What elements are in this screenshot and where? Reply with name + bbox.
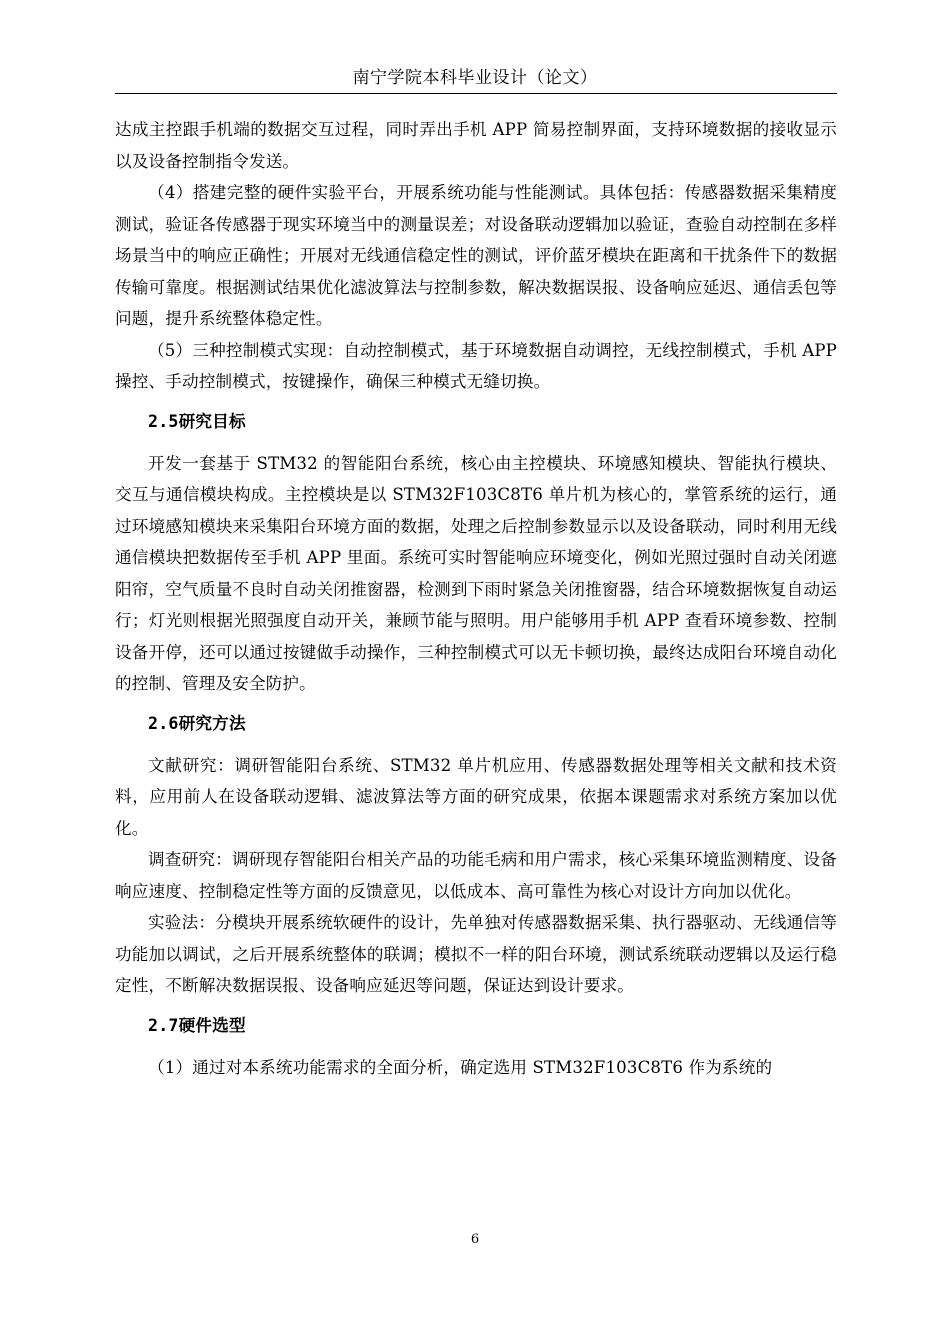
paragraph-continued: 达成主控跟手机端的数据交互过程，同时弄出手机 APP 简易控制界面，支持环境数据的接收显示以及设备控制指令发送。 [115, 120, 837, 171]
paragraph-experiment-method: 实验法：分模块开展系统软硬件的设计，先单独对传感器数据采集、执行器驱动、无线通信等功能加以调试，之后开展系统整体的联调；模拟不一样的阳台环境，测试系统联动逻辑以及运行稳定性，不断解决数据误报、设备响应延迟等问题，保证达到设计要求。 [115, 913, 837, 995]
paragraph-research-goal: 开发一套基于 STM32 的智能阳台系统，核心由主控模块、环境感知模块、智能执行模块、交互与通信模块构成。主控模块是以 STM32F103C8T6 单片机为核心的，掌管系统的运行，通过环境感知模块来采集阳台环境方面的数据，处理之后控制参数显示以及设备联动，同时利用无线通信模块把数据传至手机 APP 里面。系统可实时智能响应环境变化，例如光照过强时自动关闭遮阳帘，空气质量不良时自动关闭推窗器，检测到下雨时紧急关闭推窗器，结合环境数据恢复自动运行；灯光则根据光照强度自动开关，兼顾节能与照明。用户能够用手机 APP 查看环境参数、控制设备开停，还可以通过按键做手动操作，三种控制模式可以无卡顿切换，最终达成阳台环境自动化的控制、管理及安全防护。 [115, 453, 837, 693]
header-divider [115, 93, 837, 94]
paragraph-hardware-selection: （1）通过对本系统功能需求的全面分析，确定选用 STM32F103C8T6 作为系统的 [148, 1057, 773, 1077]
paragraph-survey-research: 调查研究：调研现存智能阳台相关产品的功能毛病和用户需求，核心采集环境监测精度、设备响应速度、控制稳定性等方面的反馈意见，以低成本、高可靠性为核心对设计方向加以优化。 [115, 850, 837, 901]
body-text [115, 114, 837, 1083]
section-heading-2-6: 2.6研究方法 [148, 713, 246, 733]
paragraph-item-5: （5）三种控制模式实现：自动控制模式，基于环境数据自动调控，无线控制模式，手机 APP 操控、手动控制模式，按键操作，确保三种模式无缝切换。 [115, 340, 837, 391]
paragraph-item-4: （4）搭建完整的硬件实验平台，开展系统功能与性能测试。具体包括：传感器数据采集精度测试，验证各传感器于现实环境当中的测量误差；对设备联动逻辑加以验证，查验自动控制在多样场景当中的响应正确性；开展对无线通信稳定性的测试，评价蓝牙模块在距离和干扰条件下的数据传输可靠度。根据测试结果优化滤波算法与控制参数，解决数据误报、设备响应延迟、通信丢包等问题，提升系统整体稳定性。 [115, 183, 837, 328]
section-heading-2-5: 2.5研究目标 [148, 411, 246, 431]
running-header-title: 南宁学院本科毕业设计（论文） [352, 68, 598, 88]
page-number: 6 [470, 1232, 480, 1247]
section-heading-2-7: 2.7硬件选型 [148, 1015, 246, 1035]
paragraph-literature-research: 文献研究：调研智能阳台系统、STM32 单片机应用、传感器数据处理等相关文献和技术资料，应用前人在设备联动逻辑、滤波算法等方面的研究成果，依据本课题需求对系统方案加以优化。 [115, 755, 837, 838]
